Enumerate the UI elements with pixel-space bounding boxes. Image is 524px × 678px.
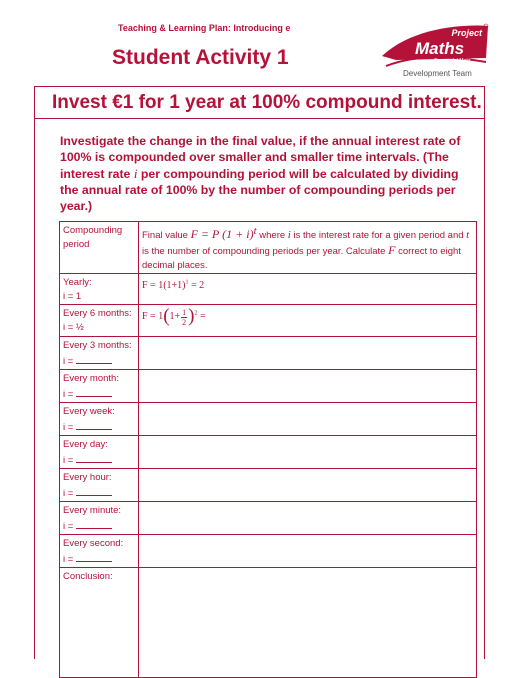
row-label: Every week: xyxy=(63,406,115,418)
row-label-cell xyxy=(60,305,139,337)
row-rate: i = 1 xyxy=(63,291,82,303)
six-month-formula: F = 1(1+ $\frac{1}{2})^2$ = xyxy=(142,306,206,328)
hdr-formula: F = P (1 + i) xyxy=(190,227,254,242)
row-label-cell xyxy=(60,403,139,436)
hdr-tvar: t xyxy=(466,229,470,242)
activity-instructions xyxy=(60,133,478,214)
row-rate: i = ½ xyxy=(63,322,84,334)
answer-cell[interactable] xyxy=(139,305,477,337)
rate-blank[interactable] xyxy=(76,386,112,397)
hdr-text-4: is the number of compounding periods per year. Calculate xyxy=(142,246,389,258)
row-label-cell xyxy=(60,436,139,469)
table-row xyxy=(60,337,477,370)
rate-blank[interactable] xyxy=(76,551,112,562)
row-rate-text: i = xyxy=(63,422,76,434)
row-rate-text: i = xyxy=(63,455,76,467)
conclusion-row xyxy=(60,568,477,678)
intro-text-1: Investigate the change in the final value, if the annual interest rate of 100% is compounded over smaller and smaller time intervals. (The interest rate xyxy=(60,134,461,181)
table-row xyxy=(60,436,477,469)
col-header-period: Compounding period xyxy=(60,222,139,274)
answer-cell[interactable] xyxy=(139,274,477,305)
formula-close-paren: ) xyxy=(188,306,195,328)
row-rate-text: i = xyxy=(63,554,76,566)
row-rate xyxy=(63,419,135,435)
compounding-table xyxy=(59,221,477,678)
answer-cell[interactable] xyxy=(139,502,477,535)
activity-heading: Invest €1 for 1 year at 100% compound interest. xyxy=(52,92,482,113)
hdr-text-2: where xyxy=(256,230,288,242)
six-month-formula-base: F = 1 xyxy=(142,311,164,323)
hdr-text-1: Final value xyxy=(142,230,191,242)
row-rate-text: i = xyxy=(63,488,76,500)
intro-text-2: per compounding period will be calculated by dividing the annual rate of 100% by the number of compounding periods per year.) xyxy=(60,166,459,214)
row-label-cell xyxy=(60,469,139,502)
col-header-final-value xyxy=(139,222,477,274)
rate-blank[interactable] xyxy=(76,419,112,430)
answer-cell[interactable] xyxy=(139,469,477,502)
row-rate xyxy=(63,452,135,468)
project-maths-logo xyxy=(382,22,490,82)
table-row xyxy=(60,502,477,535)
row-label-cell xyxy=(60,337,139,370)
row-label-cell xyxy=(60,370,139,403)
logo-tionscadal-text: Tionscadal Mata xyxy=(434,58,471,64)
yearly-formula-base: F = 1(1+1) xyxy=(142,280,186,292)
table-row xyxy=(60,403,477,436)
row-rate xyxy=(63,551,135,567)
table-row xyxy=(60,274,477,305)
answer-cell[interactable] xyxy=(139,436,477,469)
answer-cell[interactable] xyxy=(139,370,477,403)
row-rate xyxy=(63,386,135,402)
hdr-text-3: is the interest rate for a given period and xyxy=(290,230,467,242)
hdr-ivar: i xyxy=(287,229,291,242)
row-label: Every second: xyxy=(63,538,124,550)
rate-blank[interactable] xyxy=(76,518,112,529)
table-row xyxy=(60,469,477,502)
answer-cell[interactable] xyxy=(139,403,477,436)
fraction-denominator: 2 xyxy=(182,317,187,327)
row-label: Every hour: xyxy=(63,472,112,484)
formula-open-paren: ( xyxy=(163,306,170,328)
logo-dev-team-text: Development Team xyxy=(403,69,472,78)
six-month-formula-exp: 2 xyxy=(194,311,198,318)
row-rate-text: i = xyxy=(63,521,76,533)
table-row xyxy=(60,535,477,568)
row-label: Every month: xyxy=(63,373,119,385)
row-label-cell xyxy=(60,535,139,568)
conclusion-label: Conclusion: xyxy=(60,568,139,678)
half-fraction xyxy=(181,308,187,327)
yearly-formula xyxy=(142,280,204,291)
intro-var-i: i xyxy=(133,165,138,181)
table-header-row xyxy=(60,222,477,274)
hdr-exp: t xyxy=(253,225,257,237)
row-rate xyxy=(63,485,135,501)
table-row xyxy=(60,305,477,337)
rate-blank[interactable] xyxy=(76,485,112,496)
row-rate xyxy=(63,353,135,369)
table-row xyxy=(60,370,477,403)
row-rate-text: i = xyxy=(63,389,76,401)
six-month-formula-result: = xyxy=(197,311,206,323)
plan-title: Teaching & Learning Plan: Introducing e xyxy=(118,23,291,33)
row-rate-text: i = xyxy=(63,356,76,368)
row-rate xyxy=(63,518,135,534)
hdr-fvar: F xyxy=(388,243,396,258)
conclusion-answer-cell[interactable] xyxy=(139,568,477,678)
row-label: Every minute: xyxy=(63,505,122,517)
rate-blank[interactable] xyxy=(76,353,112,364)
answer-cell[interactable] xyxy=(139,535,477,568)
yearly-formula-exp: 1 xyxy=(185,280,189,287)
row-label-cell xyxy=(60,502,139,535)
logo-maths-text: Maths xyxy=(415,39,465,58)
yearly-formula-result: = 2 xyxy=(188,280,205,292)
activity-title: Student Activity 1 xyxy=(112,46,289,69)
hdr-text-5: correct to eight decimal places. xyxy=(142,246,461,272)
fraction-numerator: 1 xyxy=(182,307,187,317)
row-label: Every 3 months: xyxy=(63,340,132,352)
rate-blank[interactable] xyxy=(76,452,112,463)
logo-project-text: Project xyxy=(451,28,482,38)
row-label-cell xyxy=(60,274,139,305)
row-label: Every day: xyxy=(63,439,108,451)
answer-cell[interactable] xyxy=(139,337,477,370)
row-label: Yearly: xyxy=(63,277,92,289)
row-label: Every 6 months: xyxy=(63,308,132,320)
